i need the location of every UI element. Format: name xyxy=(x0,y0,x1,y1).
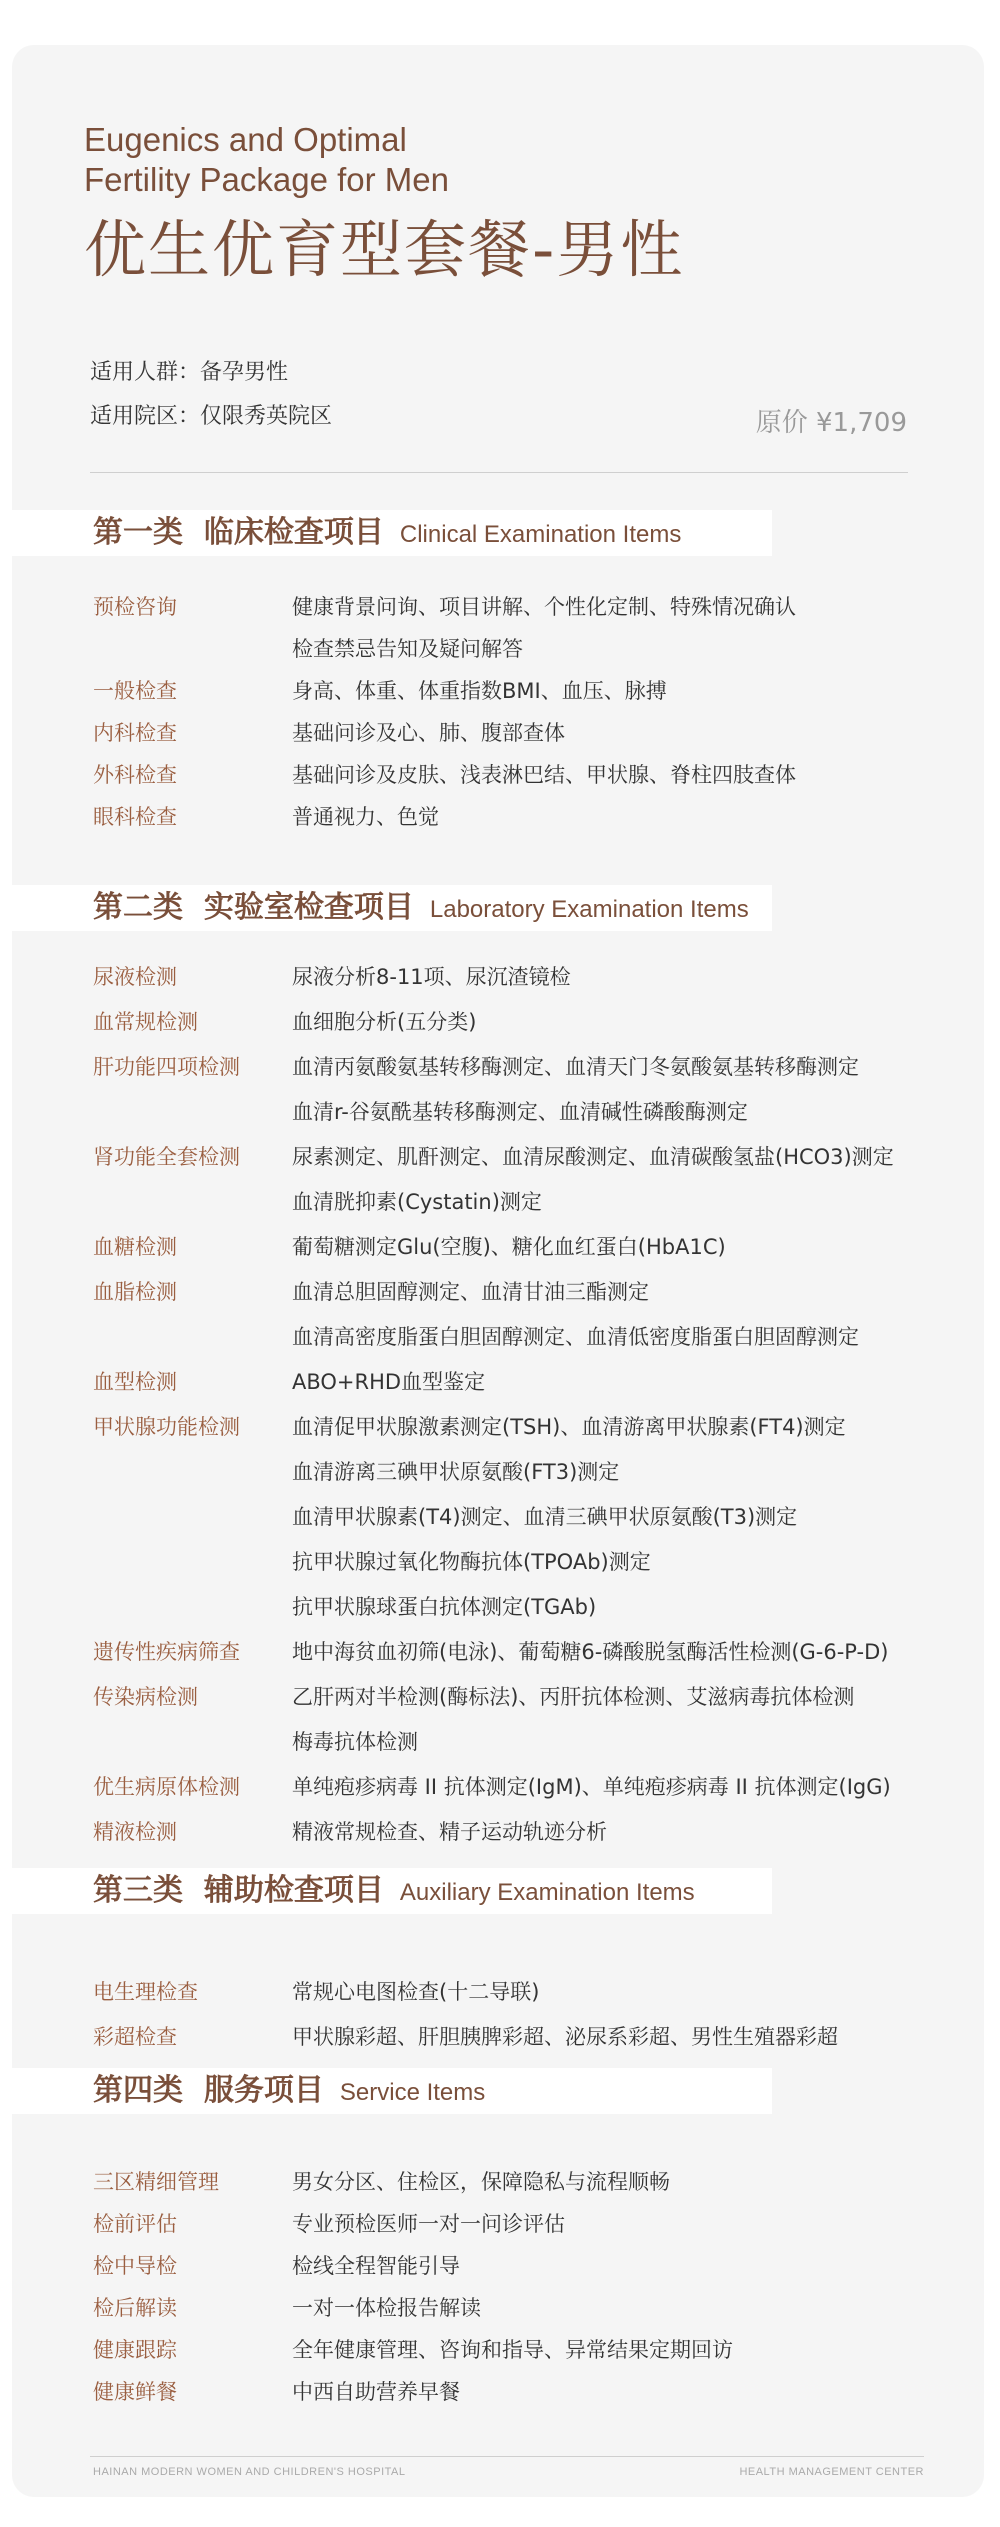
item-label: 甲状腺功能检测 xyxy=(93,1415,240,1439)
audience-text: 适用人群：备孕男性 xyxy=(90,360,289,385)
item-description: 血清总胆固醇测定、血清甘油三酯测定 xyxy=(292,1280,649,1304)
footer-center: HEALTH MANAGEMENT CENTER xyxy=(739,2466,924,2478)
item-description: 血清胱抑素(Cystatin)测定 xyxy=(292,1190,542,1214)
item-label: 内科检查 xyxy=(93,721,177,745)
item-description: 抗甲状腺过氧化物酶抗体(TPOAb)测定 xyxy=(292,1550,651,1574)
item-description: 精液常规检查、精子运动轨迹分析 xyxy=(292,1820,607,1844)
item-description: 男女分区、住检区，保障隐私与流程顺畅 xyxy=(292,2170,670,2194)
item-description: 血清r-谷氨酰基转移酶测定、血清碱性磷酸酶测定 xyxy=(292,1100,748,1124)
section-title-en: Service Items xyxy=(339,2079,486,2106)
item-description: 甲状腺彩超、肝胆胰脾彩超、泌尿系彩超、男性生殖器彩超 xyxy=(292,2025,838,2049)
english-title xyxy=(84,120,449,200)
item-description: 血清促甲状腺激素测定(TSH)、血清游离甲状腺素(FT4)测定 xyxy=(292,1415,846,1439)
item-description: 检查禁忌告知及疑问解答 xyxy=(292,637,523,661)
item-label: 预检咨询 xyxy=(93,595,177,619)
item-label: 血常规检测 xyxy=(93,1010,198,1034)
item-description: 抗甲状腺球蛋白抗体测定(TGAb) xyxy=(292,1595,597,1619)
item-description: 血清丙氨酸氨基转移酶测定、血清天门冬氨酸氨基转移酶测定 xyxy=(292,1055,859,1079)
section-title-cn: 第一类 临床检查项目 xyxy=(93,515,384,550)
item-description: 一对一体检报告解读 xyxy=(292,2296,481,2320)
item-description: 梅毒抗体检测 xyxy=(292,1730,418,1754)
section-title xyxy=(93,886,749,932)
item-label: 传染病检测 xyxy=(93,1685,198,1709)
item-label: 眼科检查 xyxy=(93,805,177,829)
item-description: 尿素测定、肌酐测定、血清尿酸测定、血清碳酸氢盐(HCO3)测定 xyxy=(292,1145,894,1169)
section-title xyxy=(93,2069,485,2115)
item-description: 血清游离三碘甲状原氨酸(FT3)测定 xyxy=(292,1460,620,1484)
item-label: 健康跟踪 xyxy=(93,2338,177,2362)
item-description: 普通视力、色觉 xyxy=(292,805,439,829)
footer-hospital: HAINAN MODERN WOMEN AND CHILDREN'S HOSPITAL xyxy=(93,2466,406,2478)
item-description: 葡萄糖测定Glu(空腹)、糖化血红蛋白(HbA1C) xyxy=(292,1235,726,1259)
item-label: 血脂检测 xyxy=(93,1280,177,1304)
section-title-cn: 第四类 服务项目 xyxy=(93,2073,324,2108)
section-title xyxy=(93,1869,695,1915)
item-description: 常规心电图检查(十二导联) xyxy=(292,1980,540,2004)
item-label: 电生理检查 xyxy=(93,1980,198,2004)
item-description: 尿液分析8-11项、尿沉渣镜检 xyxy=(292,965,571,989)
item-description: 身高、体重、体重指数BMI、血压、脉搏 xyxy=(292,679,667,703)
item-description: 血清甲状腺素(T4)测定、血清三碘甲状原氨酸(T3)测定 xyxy=(292,1505,798,1529)
section-title-cn: 第三类 辅助检查项目 xyxy=(93,1873,384,1908)
item-label: 三区精细管理 xyxy=(93,2170,219,2194)
section-title-en: Laboratory Examination Items xyxy=(429,896,749,923)
item-description: 专业预检医师一对一问诊评估 xyxy=(292,2212,565,2236)
item-description: 中西自助营养早餐 xyxy=(292,2380,460,2404)
item-label: 血型检测 xyxy=(93,1370,177,1394)
section-title-cn: 第二类 实验室检查项目 xyxy=(93,890,414,925)
item-description: 单纯疱疹病毒 II 抗体测定(IgM)、单纯疱疹病毒 II 抗体测定(IgG) xyxy=(292,1775,891,1799)
item-description: 健康背景问询、项目讲解、个性化定制、特殊情况确认 xyxy=(292,595,796,619)
item-description: 乙肝两对半检测(酶标法)、丙肝抗体检测、艾滋病毒抗体检测 xyxy=(292,1685,855,1709)
item-label: 检中导检 xyxy=(93,2254,177,2278)
item-label: 血糖检测 xyxy=(93,1235,177,1259)
section-title xyxy=(93,511,681,557)
footer-divider xyxy=(90,2456,924,2457)
price-text: 原价 ¥1,709 xyxy=(755,408,907,438)
item-label: 遗传性疾病筛查 xyxy=(93,1640,240,1664)
campus-text: 适用院区：仅限秀英院区 xyxy=(90,404,333,429)
item-label: 健康鲜餐 xyxy=(93,2380,177,2404)
item-description: 基础问诊及皮肤、浅表淋巴结、甲状腺、脊柱四肢查体 xyxy=(292,763,796,787)
item-label: 肾功能全套检测 xyxy=(93,1145,240,1169)
english-title-line-2: Fertility Package for Men xyxy=(84,161,449,198)
item-description: 基础问诊及心、肺、腹部查体 xyxy=(292,721,565,745)
section-title-en: Clinical Examination Items xyxy=(399,521,682,548)
item-label: 检前评估 xyxy=(93,2212,177,2236)
item-description: 检线全程智能引导 xyxy=(292,2254,460,2278)
item-description: 全年健康管理、咨询和指导、异常结果定期回访 xyxy=(292,2338,733,2362)
english-title-line-1: Eugenics and Optimal xyxy=(84,121,407,158)
section-title-en: Auxiliary Examination Items xyxy=(399,1879,695,1906)
item-label: 精液检测 xyxy=(93,1820,177,1844)
item-label: 彩超检查 xyxy=(93,2025,177,2049)
item-label: 优生病原体检测 xyxy=(93,1775,240,1799)
item-label: 一般检查 xyxy=(93,679,177,703)
item-description: ABO+RHD血型鉴定 xyxy=(292,1370,486,1394)
item-description: 血清高密度脂蛋白胆固醇测定、血清低密度脂蛋白胆固醇测定 xyxy=(292,1325,859,1349)
header-divider xyxy=(90,472,908,473)
item-label: 外科检查 xyxy=(93,763,177,787)
chinese-title: 优生优育型套餐-男性 xyxy=(84,213,685,286)
item-label: 尿液检测 xyxy=(93,965,177,989)
item-description: 血细胞分析(五分类) xyxy=(292,1010,477,1034)
item-description: 地中海贫血初筛(电泳)、葡萄糖6-磷酸脱氢酶活性检测(G-6-P-D) xyxy=(292,1640,889,1664)
item-label: 肝功能四项检测 xyxy=(93,1055,240,1079)
item-label: 检后解读 xyxy=(93,2296,177,2320)
